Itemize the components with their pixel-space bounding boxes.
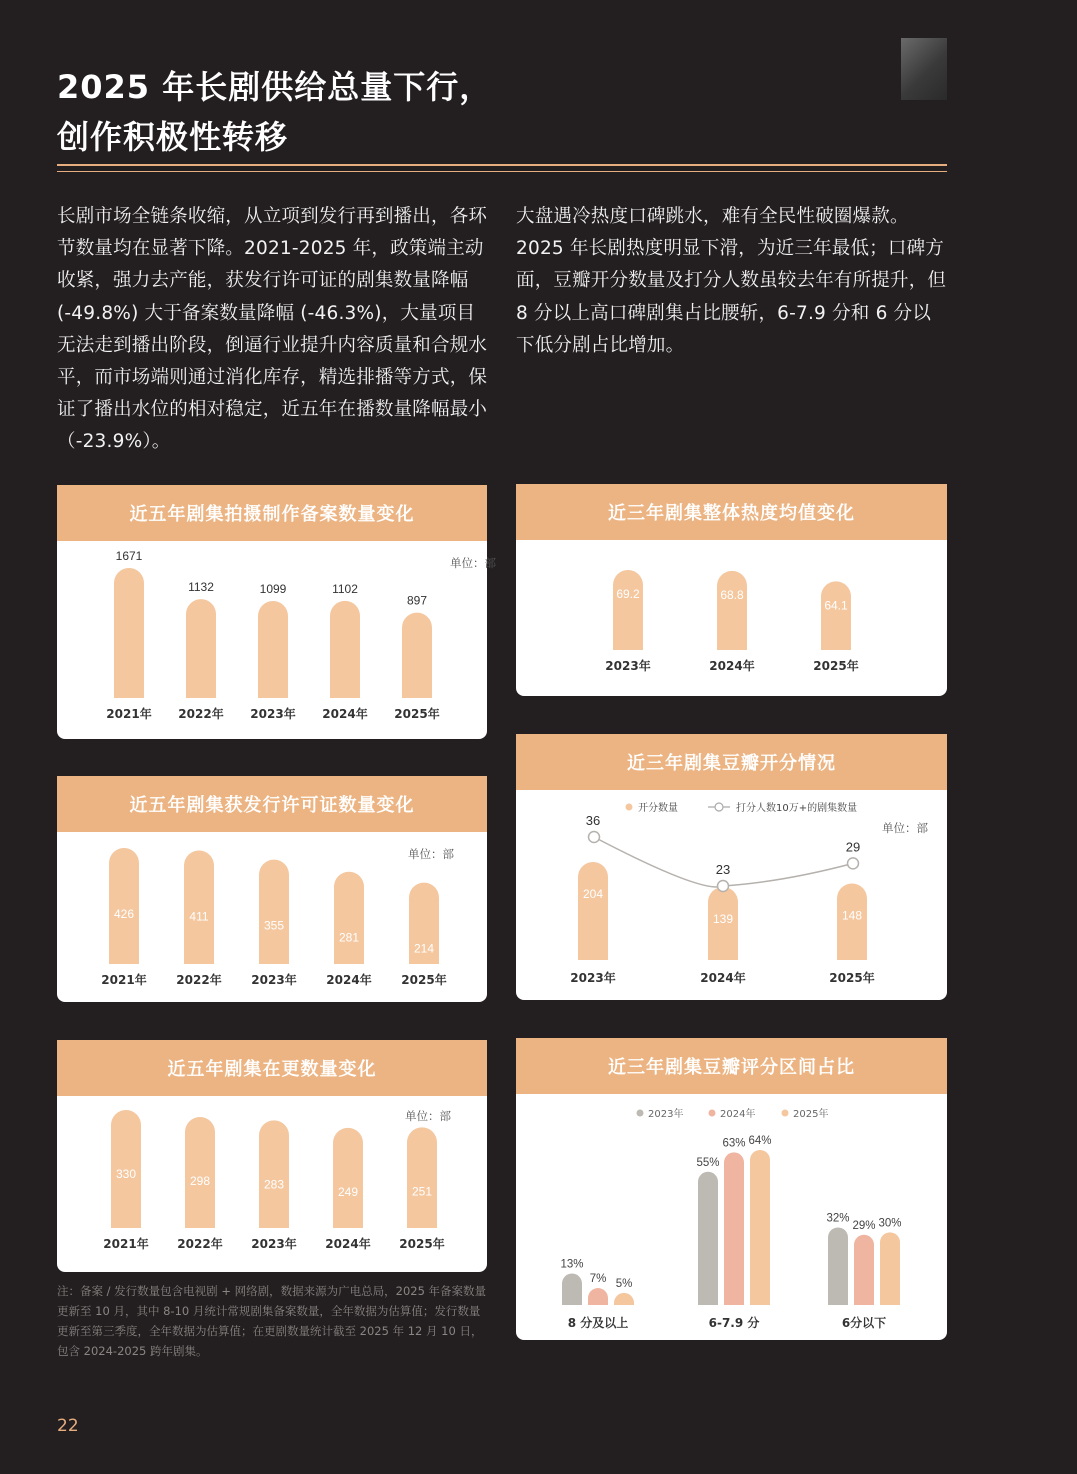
category-label: 2023年 xyxy=(251,973,297,987)
category-label: 2024年 xyxy=(322,707,368,721)
bar xyxy=(259,860,289,964)
chart-title: 近五年剧集拍摄制作备案数量变化 xyxy=(57,485,487,541)
unit-label: 单位：部 xyxy=(450,556,496,570)
category-label: 2024年 xyxy=(700,971,746,985)
bar xyxy=(613,570,643,650)
line-point xyxy=(848,858,859,869)
bar xyxy=(750,1150,770,1305)
license-chart-card xyxy=(57,776,487,1002)
data-label: 69.2 xyxy=(616,587,640,601)
douban-open-chart-card xyxy=(516,734,947,1000)
data-label: 330 xyxy=(115,1167,137,1181)
bar xyxy=(588,1288,608,1305)
legend-label: 开分数量 xyxy=(638,803,678,814)
legend-label: 2025年 xyxy=(793,1109,829,1120)
data-label: 5% xyxy=(615,1277,633,1290)
category-label: 2021年 xyxy=(103,1237,149,1251)
footnote: 注：备案 / 发行数量包含电视剧 + 网络剧，数据来源为广电总局，2025 年备案数量更新至 10 月，其中 8-10 月统计常规剧集备案数量，全年数据为估算值；发行数量更新至第三季度，全年数据为估算值；在更剧数量统计截至 2025 年 12 月 10 日，包含 2024-2025 跨年剧集。 xyxy=(57,1284,487,1358)
line-data-label: 29 xyxy=(845,839,861,855)
data-label: 298 xyxy=(189,1174,211,1189)
chart-title: 近三年剧集豆瓣开分情况 xyxy=(516,734,947,790)
douban-score-grouped-bar-chart xyxy=(516,1094,947,1340)
data-label: 281 xyxy=(338,930,360,945)
category-label: 8 分及以上 xyxy=(567,1316,629,1330)
body-paragraph-right: 大盘遇冷热度口碑跳水，难有全民性破圈爆款。2025 年长剧热度明显下滑，为近三年最低；口碑方面，豆瓣开分数量及打分人数虽较去年有所提升，但 8 分以上高口碑剧集占比腰斩，6-7.9 分和 6 分以下低分剧占比增加。 xyxy=(516,206,947,356)
heat-bar-chart xyxy=(516,540,947,696)
bar xyxy=(185,1117,215,1228)
data-label: 32% xyxy=(826,1212,850,1225)
data-label: 55% xyxy=(696,1156,720,1169)
data-label: 148 xyxy=(841,908,863,923)
data-label: 64.1 xyxy=(824,598,848,613)
category-label: 2023年 xyxy=(605,659,651,673)
data-label: 204 xyxy=(582,887,604,901)
data-label: 1102 xyxy=(332,581,358,596)
category-label: 2021年 xyxy=(106,707,152,721)
category-label: 2025年 xyxy=(829,971,875,985)
category-label: 6分以下 xyxy=(841,1316,887,1330)
chart-title: 近三年剧集整体热度均值变化 xyxy=(516,484,947,540)
data-label: 214 xyxy=(413,941,435,956)
title-line-1: 2025 年长剧供给总量下行， xyxy=(57,68,493,106)
data-label: 251 xyxy=(411,1184,433,1199)
bar xyxy=(821,581,851,650)
license-bar-chart xyxy=(57,832,487,1002)
bar xyxy=(259,1120,289,1228)
category-label: 2024年 xyxy=(709,659,755,673)
data-label: 7% xyxy=(589,1273,607,1286)
unit-label: 单位：部 xyxy=(408,847,454,861)
line-point xyxy=(589,832,600,843)
category-label: 2023年 xyxy=(570,971,616,985)
category-label: 2025年 xyxy=(813,659,859,673)
data-label: 1132 xyxy=(188,580,214,595)
heat-chart-card xyxy=(516,484,947,696)
douban-score-chart-card xyxy=(516,1038,947,1340)
data-label: 283 xyxy=(263,1177,285,1192)
data-label: 30% xyxy=(878,1217,902,1230)
category-label: 2024年 xyxy=(326,973,372,987)
data-label: 13% xyxy=(560,1258,584,1271)
legend-label: 2023年 xyxy=(648,1109,684,1120)
category-label: 2025年 xyxy=(399,1237,445,1251)
chart-title: 近三年剧集豆瓣评分区间占比 xyxy=(516,1038,947,1094)
category-label: 2022年 xyxy=(177,1237,223,1251)
corner-decoration xyxy=(901,38,947,100)
line-data-label: 36 xyxy=(585,813,601,828)
title-divider-thin xyxy=(57,171,947,172)
category-label: 2022年 xyxy=(176,973,222,987)
airing-chart-card xyxy=(57,1040,487,1272)
legend-label: 打分人数10万+的剧集数量 xyxy=(736,803,858,814)
bar xyxy=(698,1172,718,1305)
unit-label: 单位：部 xyxy=(882,821,928,835)
category-label: 2024年 xyxy=(325,1237,371,1251)
legend-label: 2024年 xyxy=(720,1109,756,1120)
chart-title: 近五年剧集在更数量变化 xyxy=(57,1040,487,1096)
category-label: 2023年 xyxy=(251,1237,297,1251)
line-point xyxy=(718,881,729,892)
data-label: 249 xyxy=(337,1184,359,1199)
title-divider xyxy=(57,164,947,166)
bar xyxy=(717,571,747,650)
bar xyxy=(258,601,288,698)
legend-marker xyxy=(715,803,723,811)
bar xyxy=(114,568,144,698)
category-label: 2025年 xyxy=(394,707,440,721)
bar xyxy=(186,599,216,698)
douban-open-combo-chart xyxy=(516,790,947,1000)
bar xyxy=(333,1128,363,1228)
data-label: 29% xyxy=(852,1219,876,1232)
data-label: 63% xyxy=(722,1137,746,1150)
data-label: 426 xyxy=(113,907,135,921)
filing-bar-chart xyxy=(57,541,496,739)
title-line-2: 创作积极性转移 xyxy=(57,118,289,156)
data-label: 897 xyxy=(406,593,428,608)
airing-bar-chart xyxy=(57,1096,487,1272)
bar xyxy=(724,1152,744,1305)
category-label: 2021年 xyxy=(101,973,147,987)
data-label: 64% xyxy=(748,1135,772,1147)
page-title xyxy=(57,62,492,162)
filing-chart-card xyxy=(57,485,496,739)
category-label: 2023年 xyxy=(250,707,296,721)
line-data-label: 23 xyxy=(715,862,731,877)
category-label: 2025年 xyxy=(401,973,447,987)
bar xyxy=(330,601,360,698)
category-label: 6-7.9 分 xyxy=(708,1316,760,1330)
legend-swatch xyxy=(782,1110,789,1117)
bar xyxy=(334,872,364,964)
bar xyxy=(407,1127,437,1228)
legend-swatch xyxy=(637,1110,644,1117)
body-paragraph-left: 长剧市场全链条收缩，从立项到发行再到播出，各环节数量均在显著下降。2021-2025 年，政策端主动收紧，强力去产能，获发行许可证的剧集数量降幅 (-49.8%) 大于备案数量降幅 (-46.3%)，大量项目无法走到播出阶段，倒逼行业提升内容质量和合规水平，而市场端则通过消化库存，精选排播等方式，保证了播出水位的相对稳定，近五年在播数量降幅最小（-23.9%）。 xyxy=(57,206,488,453)
bar xyxy=(614,1293,634,1305)
bar xyxy=(880,1232,900,1305)
bar xyxy=(562,1274,582,1305)
bar xyxy=(578,862,608,960)
data-label: 355 xyxy=(263,918,285,933)
bar xyxy=(109,848,139,964)
bar xyxy=(184,850,214,964)
bar xyxy=(828,1228,848,1306)
bar xyxy=(402,613,432,698)
data-label: 1099 xyxy=(259,581,287,596)
unit-label: 单位：部 xyxy=(405,1109,451,1123)
legend-swatch-bars xyxy=(626,804,633,811)
legend-swatch xyxy=(709,1110,716,1117)
data-label: 139 xyxy=(712,912,734,926)
data-label: 411 xyxy=(189,909,209,924)
category-label: 2022年 xyxy=(178,707,224,721)
data-label: 68.8 xyxy=(720,587,744,602)
chart-title: 近五年剧集获发行许可证数量变化 xyxy=(57,776,487,832)
bar xyxy=(854,1235,874,1305)
data-label: 1671 xyxy=(115,549,143,563)
page-number: 22 xyxy=(57,1416,79,1436)
